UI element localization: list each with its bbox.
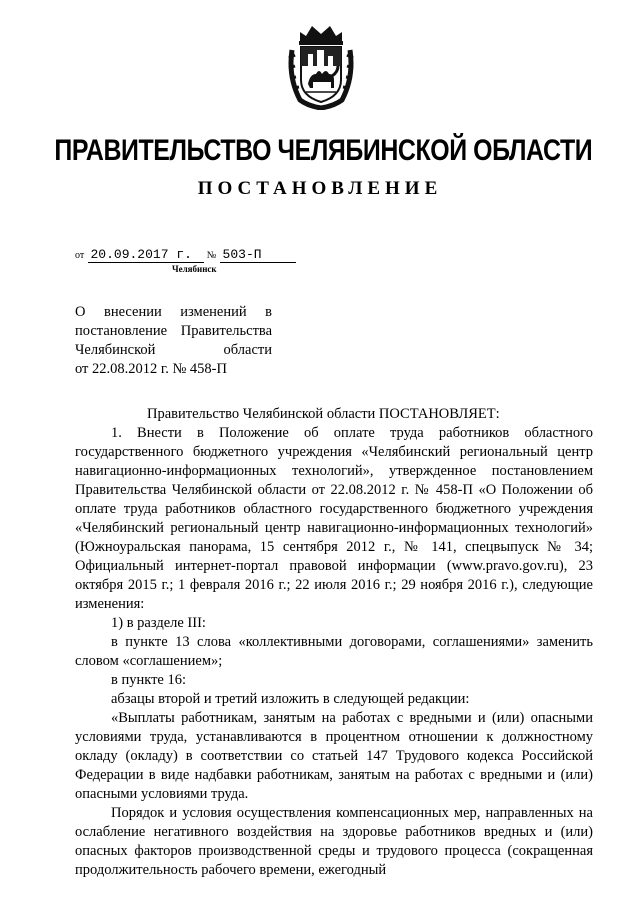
city-name: Челябинск: [172, 264, 217, 274]
body-paragraph: абзацы второй и третий изложить в следующей редакции:: [111, 691, 470, 707]
body-paragraph: 1. Внести в Положение об оплате труда работников областного государственного бюджетного учреждения «Челябинский региональный центр навигационно-информационных технологий», утвержденное постановлением Правительства Челябинской области от 22.08.2012 г. № 458-П «О Положении об оплате труда работников областного государственного бюджетного учреждения «Челябинский региональный центр навигационно-информационных технологий» (Южноуральская панорама, 15 сентября 2012 г., № 141, спецвыпуск № 34; Официальный интернет-портал правовой информации (www.pravo.gov.ru), 23 октября 2015 г.; 1 февраля 2016 г.; 22 июля 2016 г.; 29 ноября 2016 г.), следующие изменения:: [75, 425, 593, 612]
body-paragraph: в пункте 16:: [111, 672, 187, 688]
subject-line: Челябинской области: [75, 342, 272, 358]
subject-line: О внесении изменений в: [75, 304, 272, 320]
number-label: №: [206, 250, 217, 261]
coat-of-arms-emblem: [286, 22, 356, 110]
document-date: 20.09.2017 г.: [88, 247, 204, 263]
date-from-label: от: [75, 250, 85, 261]
document-type-heading: ПОСТАНОВЛЕНИЕ: [197, 178, 443, 199]
document-subject: [75, 303, 272, 379]
body-paragraph: «Выплаты работникам, занятым на работах с вредными и (или) опасными условиями труда, устанавливаются в процентном отношении к должностному окладу (окладу) в соответствии со статьей 147 Трудового кодекса Российской Федерации в виде надбавки работникам, занятым на работах с вредными и (или) опасными условиями труда.: [75, 710, 593, 802]
government-title: ПРАВИТЕЛЬСТВО ЧЕЛЯБИНСКОЙ ОБЛАСТИ: [54, 134, 593, 167]
dateline: [75, 246, 296, 263]
body-paragraph: Порядок и условия осуществления компенсационных мер, направленных на ослабление негативного воздействия на здоровье работников вредных и (или) опасных факторов производственной среды и трудового процесса (сокращенная продолжительность рабочего времени, ежегодный: [75, 805, 593, 878]
body-paragraph: 1) в разделе III:: [111, 615, 206, 631]
subject-line: постановление Правительства: [75, 323, 272, 339]
subject-line: от 22.08.2012 г. № 458-П: [75, 361, 227, 377]
document-number: 503-П: [220, 247, 296, 263]
body-paragraph: Правительство Челябинской области ПОСТАНОВЛЯЕТ:: [147, 406, 500, 422]
body-paragraph: в пункте 13 слова «коллективными договорами, соглашениями» заменить словом «соглашением»;: [75, 634, 593, 669]
document-body: [75, 405, 593, 880]
